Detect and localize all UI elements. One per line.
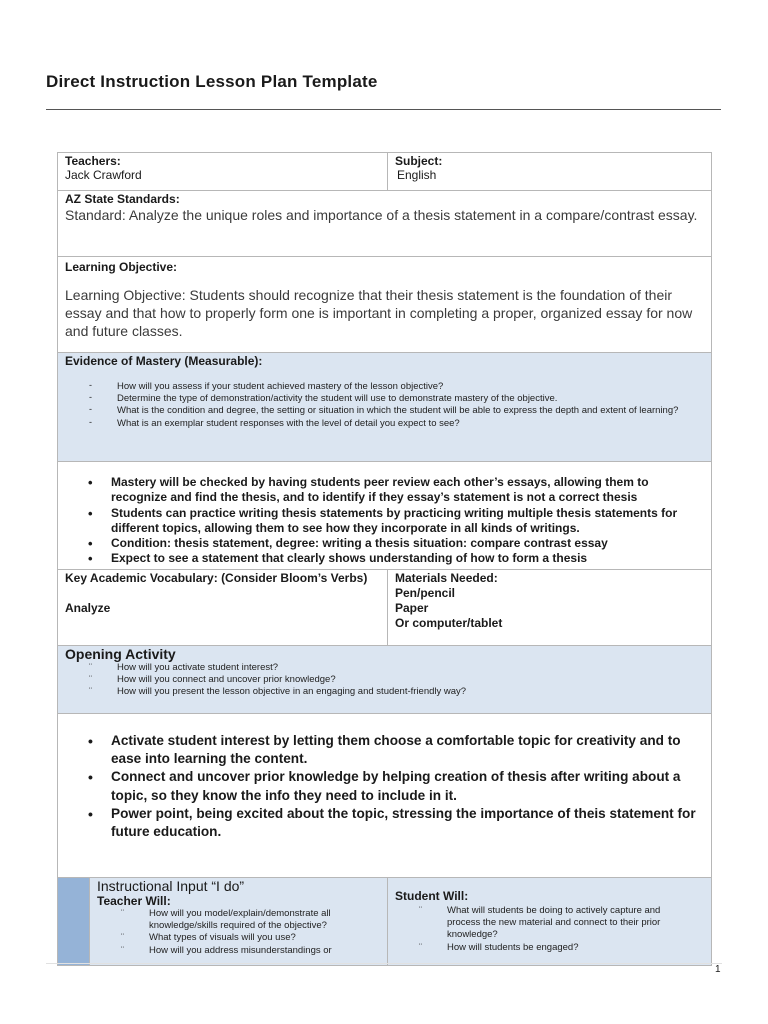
opening-prompts-cell [58,646,712,714]
list-item: ¨ How will you address misunderstandings or [97,945,364,957]
objective-cell [58,257,712,353]
objective-text: Learning Objective: Students should recognize that their thesis statement is the foundation of their essay and that how to properly form one is important in completing a proper, organized essay for now and future classes. [65,287,693,339]
instructional-row [58,878,712,966]
opening-response-list [65,732,704,841]
standards-row [58,191,712,257]
list-item: • Mastery will be checked by having students peer review each other’s essays, allowing them to recognize and find the thesis, and to identify if they essay’s statement is not a correct thesis [65,475,707,506]
lesson-plan-table [57,152,712,966]
opening-prompts-row [58,646,712,714]
list-item: - What is the condition and degree, the setting or situation in which the student will be able to express the depth and extent of learning? [65,405,704,417]
list-item: ¨ How will you activate student interest? [65,662,704,674]
subject-value: English [397,168,437,182]
opening-responses-cell [58,714,712,878]
mastery-responses-row [58,462,712,570]
materials-item: Or computer/tablet [395,616,503,630]
list-item: • Condition: thesis statement, degree: writing a thesis situation: compare contrast essay [65,536,707,551]
subject-label: Subject: [395,154,443,168]
vocabulary-cell [58,570,388,646]
list-item: ¨ How will students be engaged? [395,942,694,954]
teachers-cell [58,153,388,191]
mastery-prompt-list [65,381,704,430]
list-item: • Connect and uncover prior knowledge by helping creation of thesis after writing about a topic, so they know the info they need to include in it. [65,768,704,804]
instructional-side-band [58,878,90,966]
vocabulary-value: Analyze [65,601,111,615]
list-item: - What is an exemplar student responses with the level of detail you expect to see? [65,418,704,430]
materials-label: Materials Needed: [395,571,498,585]
opening-prompt-list [65,662,704,699]
teacher-will-label: Teacher Will: [97,894,171,908]
teacher-prompt-list [97,908,380,957]
list-item: ¨ How will you model/explain/demonstrate all knowledge/skills required of the objective? [97,908,364,932]
mastery-label: Evidence of Mastery (Measurable): [65,354,263,368]
opening-label: Opening Activity [65,646,176,662]
page-number: 1 [715,964,721,975]
footer-divider [46,963,722,964]
materials-item: Paper [395,601,429,615]
list-item: ¨ How will you connect and uncover prior knowledge? [65,674,704,686]
materials-cell [388,570,712,646]
vocabulary-label: Key Academic Vocabulary: (Consider Bloom’s Verbs) [65,571,368,585]
mastery-prompts-row [58,353,712,462]
list-item: - How will you assess if your student achieved mastery of the lesson objective? [65,381,704,393]
standards-cell [58,191,712,257]
instructional-label: Instructional Input “I do” [97,878,245,894]
student-will-label: Student Will: [395,889,469,903]
student-prompt-list [395,905,704,954]
list-item: ¨ How will you present the lesson objective in an engaging and student-friendly way? [65,686,704,698]
objective-label: Learning Objective: [65,260,178,274]
mastery-prompts-cell [58,353,712,462]
objective-row [58,257,712,353]
teacher-will-cell [90,878,388,966]
title-divider [46,109,721,110]
opening-responses-row [58,714,712,878]
student-will-cell [388,878,712,966]
list-item: • Students can practice writing thesis statements by practicing writing multiple thesis statements for different topics, allowing them to see how they incorporate in all kinds of writings. [65,506,707,537]
header-row [58,153,712,191]
document-title: Direct Instruction Lesson Plan Template [46,72,378,91]
vocabulary-materials-row [58,570,712,646]
list-item: • Activate student interest by letting them choose a comfortable topic for creativity and to ease into learning the content. [65,732,704,768]
list-item: ¨ What types of visuals will you use? [97,932,364,944]
standards-text: Standard: Analyze the unique roles and importance of a thesis statement in a compare/contrast essay. [65,207,698,223]
teachers-label: Teachers: [65,154,121,168]
list-item: ¨ What will students be doing to actively capture and process the new material and connect to their prior knowledge? [395,905,694,942]
subject-cell [388,153,712,191]
list-item: • Expect to see a statement that clearly shows understanding of how to form a thesis [65,551,707,566]
teachers-value: Jack Crawford [65,168,142,182]
list-item: - Determine the type of demonstration/activity the student will use to demonstrate mastery of the objective. [65,393,704,405]
standards-label: AZ State Standards: [65,192,180,206]
list-item: • Power point, being excited about the topic, stressing the importance of theis statement for future education. [65,805,704,841]
mastery-responses-cell [58,462,712,570]
materials-item: Pen/pencil [395,586,456,600]
mastery-response-list [65,475,707,567]
